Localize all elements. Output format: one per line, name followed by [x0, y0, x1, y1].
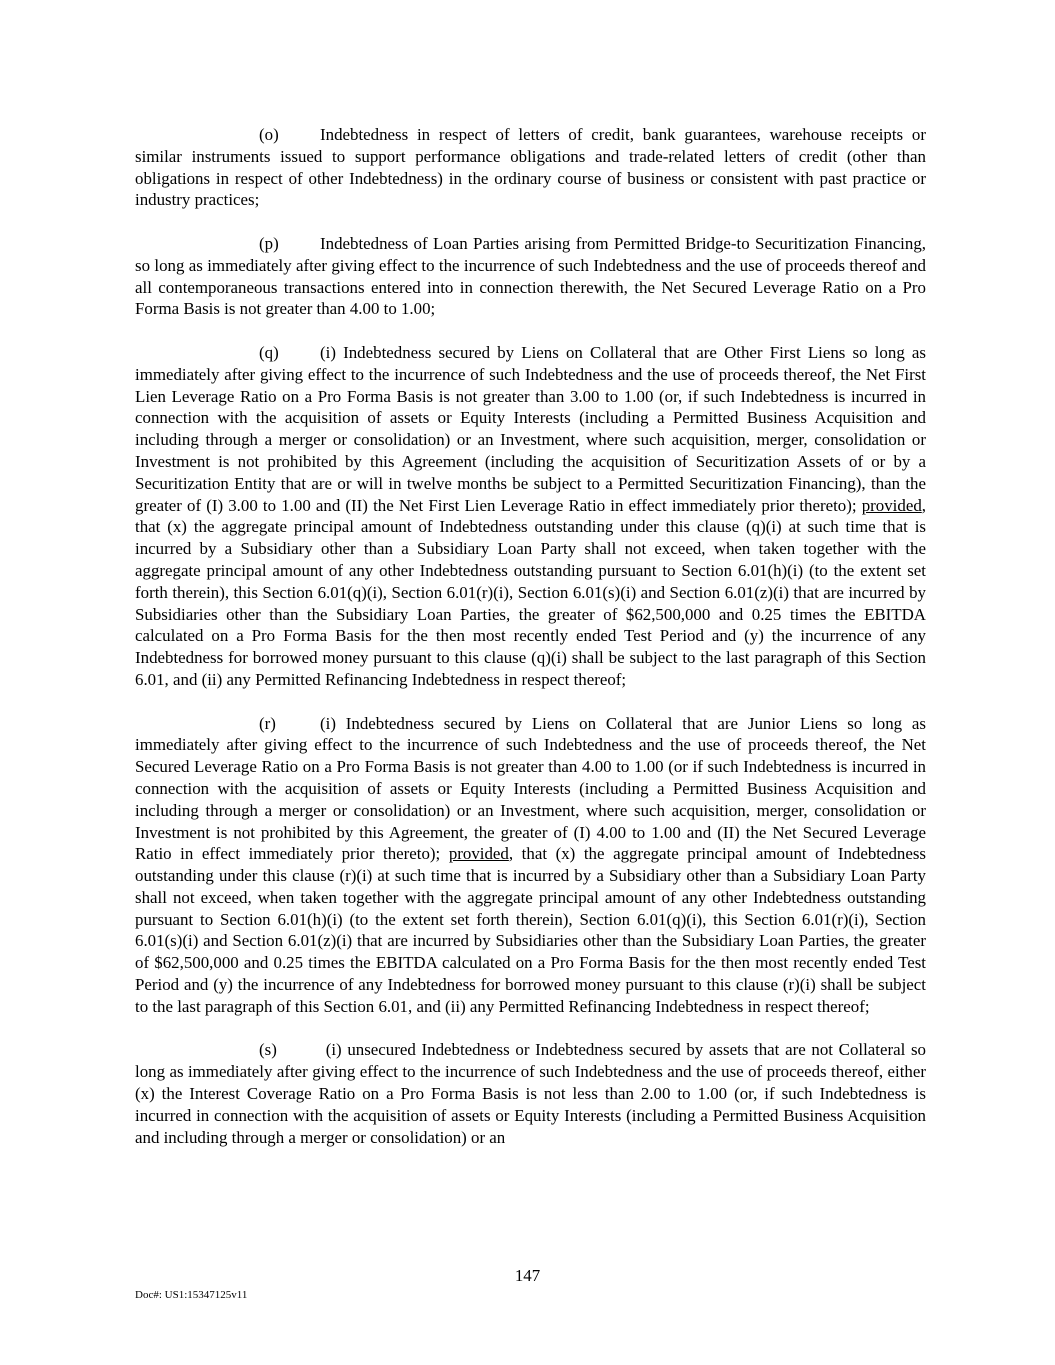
- clause-paragraph: [135, 124, 926, 211]
- clause-text: (i) Indebtedness secured by Liens on Collateral that are Other First Liens so long as immediately after giving effect to the incurrence of such Indebtedness and the use of proceeds thereof, the Net First Lien Leverage Ratio on a Pro Forma Basis is not greater than 3.00 to 1.00 (or, if such Indebtedness is incurred in connection with the acquisition of assets or Equity Interests (including a Permitted Business Acquisition and including through a merger or consolidation) or an Investment, where such acquisition, merger, consolidation or Investment is not prohibited by this Agreement (including the acquisition of Securitization Assets of or by a Securitization Entity that are or will in twelve months be subject to a Permitted Securitization Financing), than the greater of (I) 3.00 to 1.00 and (II) the Net First Lien Leverage Ratio in effect immediately prior thereto);: [135, 342, 926, 515]
- clause-text: (i) Indebtedness secured by Liens on Collateral that are Junior Liens so long as immediately after giving effect to the incurrence of such Indebtedness and the use of proceeds thereof, the Net Secured Leverage Ratio on a Pro Forma Basis is not greater than 4.00 to 1.00 (or if such Indebtedness is incurred in connection with the acquisition of assets or Equity Interests (including a Permitted Business Acquisition and including through a merger or consolidation) or an Investment, where such acquisition, merger, consolidation or Investment is not prohibited by this Agreement, the greater of (I) 4.00 to 1.00 and (II) the Net Secured Leverage Ratio in effect immediately prior thereto);: [135, 713, 926, 864]
- clause-text-underlined: provided: [861, 495, 922, 515]
- clause-label: (s): [259, 1040, 277, 1060]
- clause-text-underlined: provided: [448, 844, 509, 864]
- clause-text: , that (x) the aggregate principal amount of Indebtedness outstanding under this clause (q)(i) at such time that is incurred by a Subsidiary other than a Subsidiary Loan Party shall not exceed, when taken together with the aggregate principal amount of any other Indebtedness outstanding pursuant to Section 6.01(h)(i) (to the extent set forth therein), this Section 6.01(q)(i), Section 6.01(r)(i), Section 6.01(s)(i) and Section 6.01(z)(i) that are incurred by Subsidiaries other than the Subsidiary Loan Parties, the greater of $62,500,000 and 0.25 times the EBITDA calculated on a Pro Forma Basis for the then most recently ended Test Period and (y) the incurrence of any Indebtedness for borrowed money pursuant to this clause (q)(i) shall be subject to the last paragraph of this Section 6.01, and (ii) any Permitted Refinancing Indebtedness in respect thereof;: [135, 495, 926, 689]
- clause-text: (i) unsecured Indebtedness or Indebtedness secured by assets that are not Collateral so long as immediately after giving effect to the incurrence of such Indebtedness and the use of proceeds thereof, either (x) the Interest Coverage Ratio on a Pro Forma Basis is not less than 2.00 to 1.00 (or, if such Indebtedness is incurred in connection with the acquisition of assets or Equity Interests (including a Permitted Business Acquisition and including through a merger or consolidation) or an: [135, 1040, 926, 1147]
- clause-paragraph: [135, 713, 926, 1018]
- page-number: 147: [514, 1266, 541, 1285]
- clause-text: Indebtedness of Loan Parties arising from Permitted Bridge-to Securitization Financing, so long as immediately after giving effect to the incurrence of such Indebtedness and the use of proceeds thereof and all contemporaneous transactions entered into in connection therewith, the Net Secured Leverage Ratio on a Pro Forma Basis is not greater than 4.00 to 1.00;: [135, 233, 926, 319]
- document-id: Doc#: US1:15347125v11: [135, 1289, 248, 1301]
- clause-paragraph: [135, 233, 926, 320]
- clause-text: , that (x) the aggregate principal amount of Indebtedness outstanding under this clause (r)(i) at such time that is incurred by a Subsidiary other than a Subsidiary Loan Party shall not exceed, when taken together with the aggregate principal amount of any other Indebtedness outstanding pursuant to Section 6.01(h)(i) (to the extent set forth therein), Section 6.01(q)(i), this Section 6.01(r)(i), Section 6.01(s)(i) and Section 6.01(z)(i) that are incurred by Subsidiaries other than the Subsidiary Loan Parties, the greater of $62,500,000 and 0.25 times the EBITDA calculated on a Pro Forma Basis for the then most recently ended Test Period and (y) the incurrence of any Indebtedness for borrowed money pursuant to this clause (r)(i) shall be subject to the last paragraph of this Section 6.01, and (ii) any Permitted Refinancing Indebtedness in respect thereof;: [135, 844, 926, 1016]
- clause-paragraph: [135, 1039, 926, 1148]
- clause-label: (q): [259, 342, 279, 362]
- clause-label: (o): [259, 125, 279, 144]
- document-body: [135, 124, 926, 1170]
- clause-paragraph: [135, 342, 926, 691]
- clause-label: (r): [259, 713, 276, 733]
- clause-label: (p): [259, 233, 279, 253]
- clause-text: Indebtedness in respect of letters of credit, bank guarantees, warehouse receipts or similar instruments issued to support performance obligations and trade-related letters of credit (other than obligations in respect of other Indebtedness) in the ordinary course of business or consistent with past practice or industry practices;: [135, 125, 926, 210]
